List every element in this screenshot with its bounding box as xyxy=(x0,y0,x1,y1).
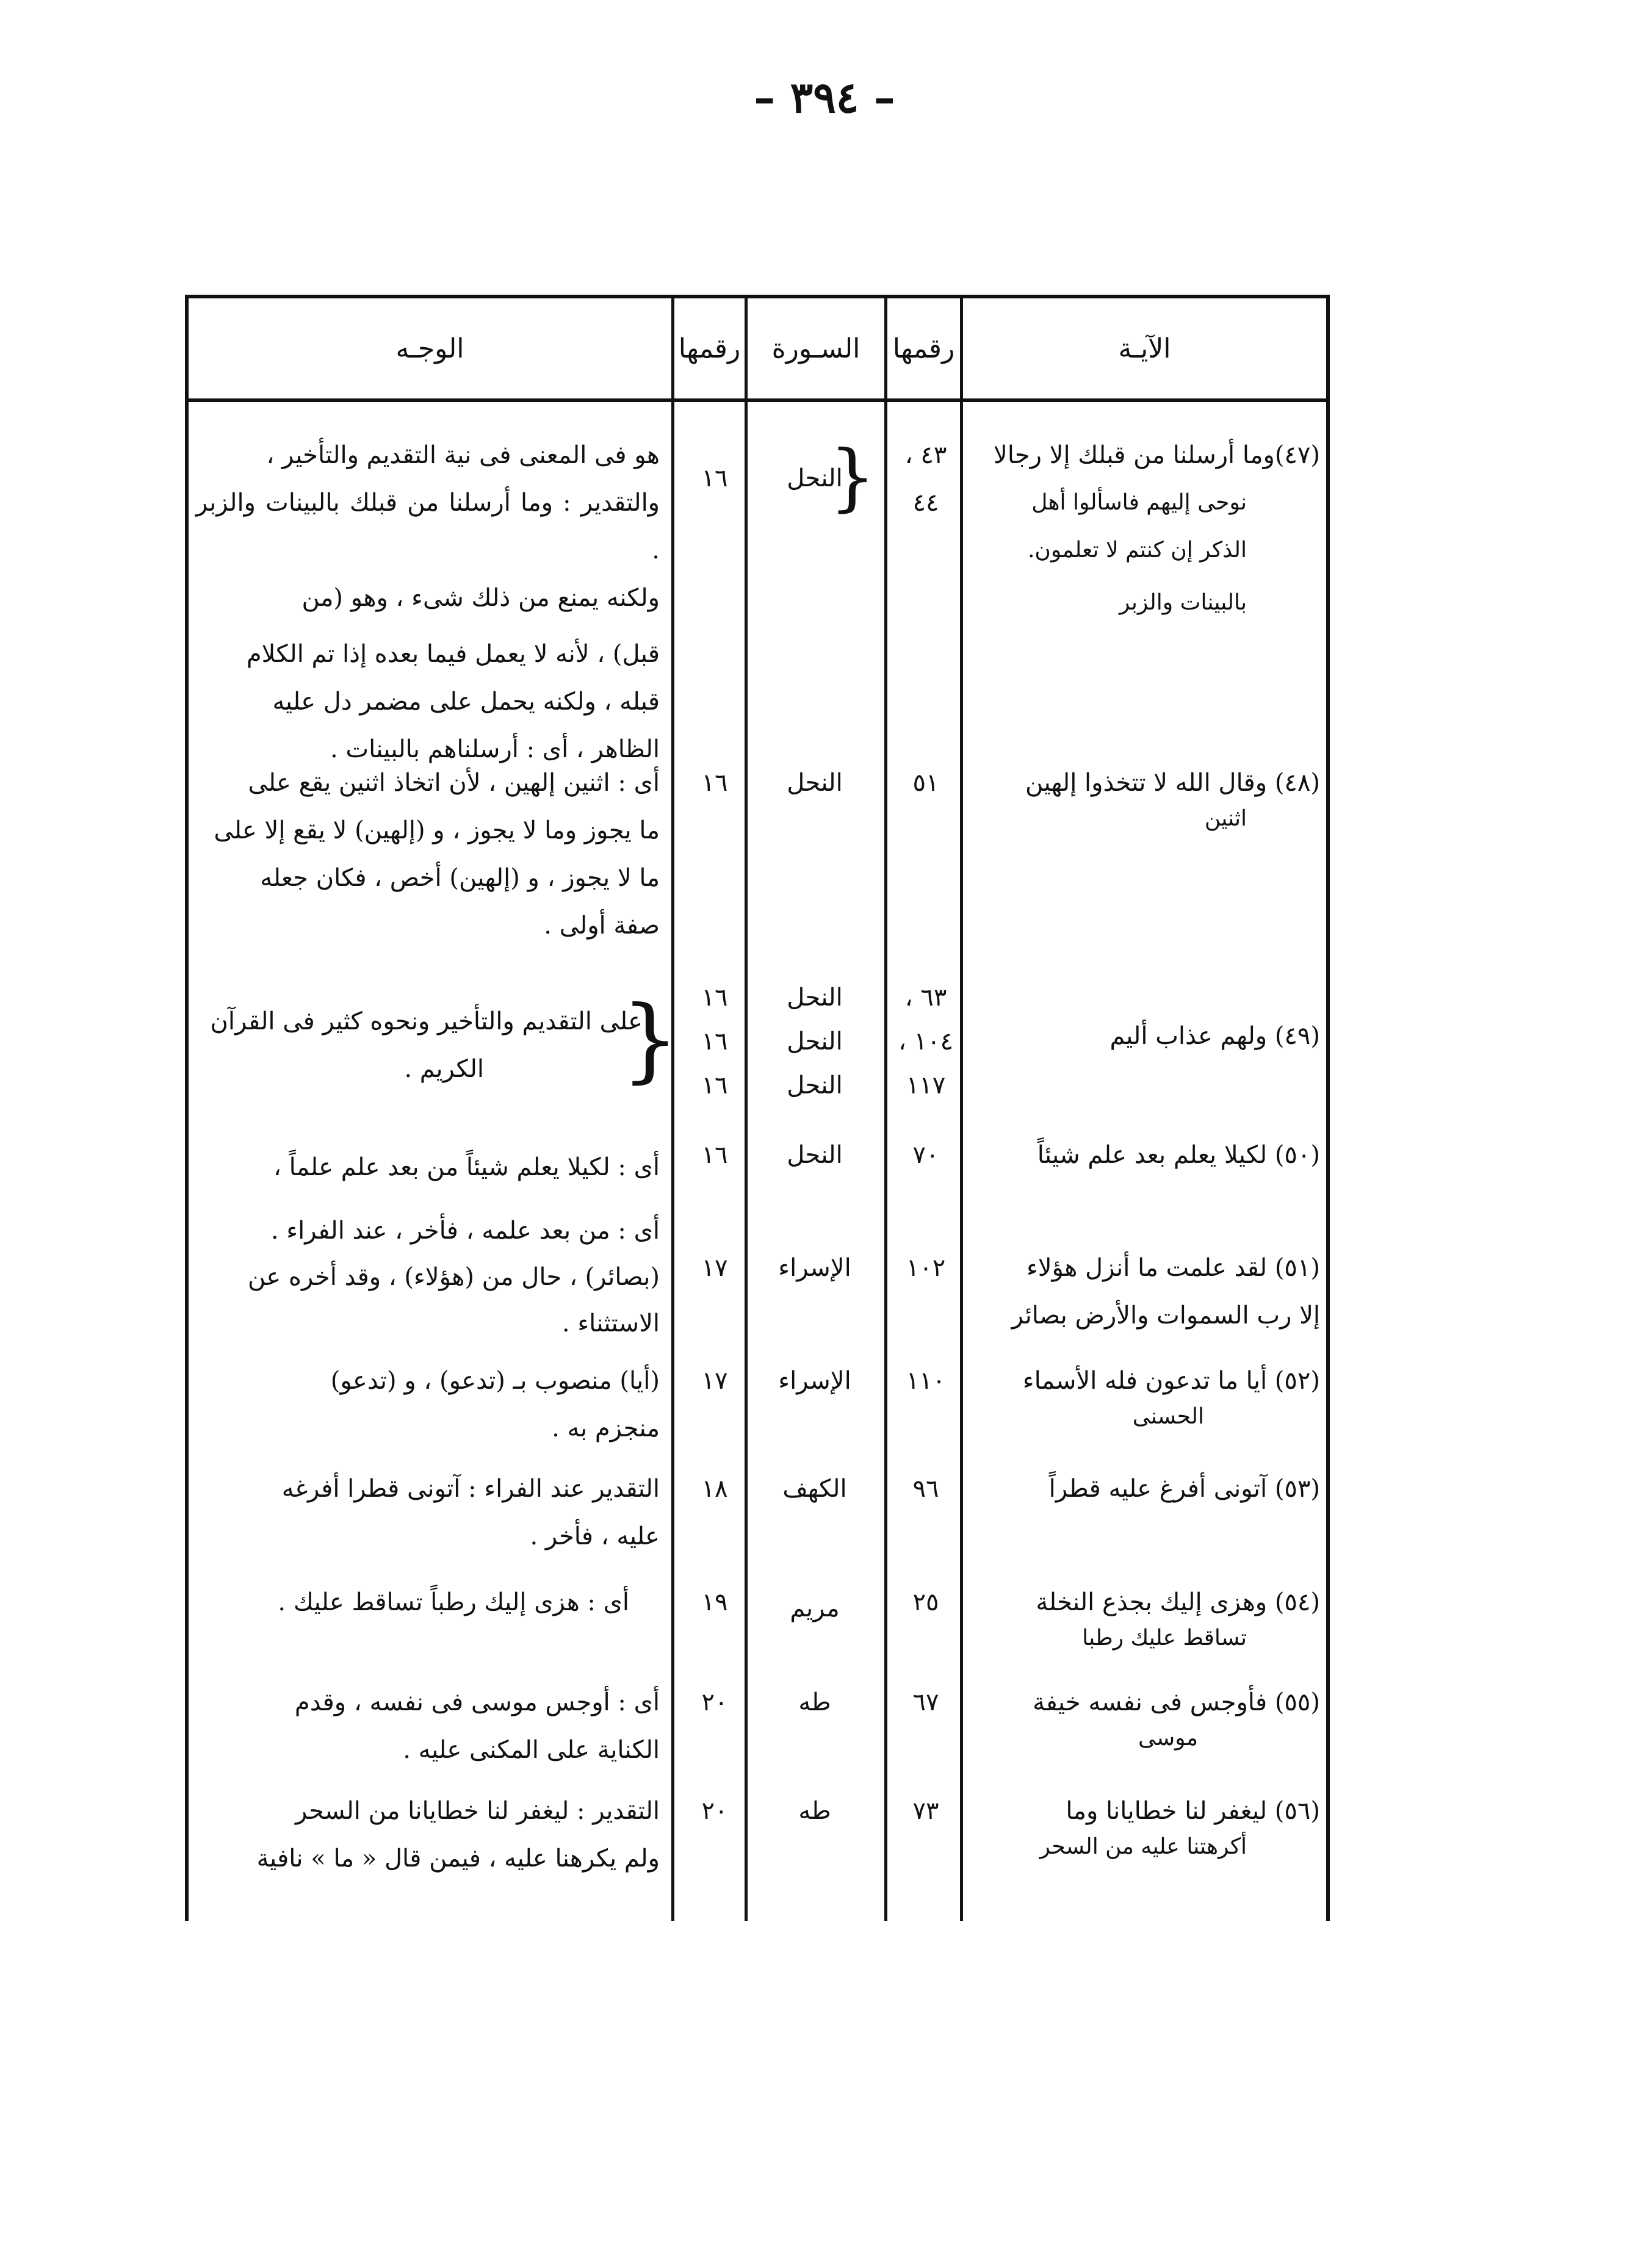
header-verse: الآيـة xyxy=(1118,333,1171,364)
column-divider xyxy=(671,298,674,1921)
sura-cell: النحل xyxy=(787,464,843,492)
page-number: – ٣٩٤ – xyxy=(754,72,895,123)
header-divider xyxy=(189,398,1326,402)
sura-cell: طه xyxy=(798,1688,831,1716)
note-cell: التقدير : ليغفر لنا خطايانا من السحر ولم يكرهنا عليه ، فيمن قال « ما » نافية xyxy=(256,1797,660,1873)
verse-number-cell: ٥١ xyxy=(912,769,939,797)
sura-number-cell: ١٨ xyxy=(701,1475,728,1503)
header-verse-number: رقمها xyxy=(892,333,955,364)
column-divider xyxy=(745,298,748,1921)
sura-cell: النحل النحل النحل xyxy=(787,984,843,1100)
verse-number-cell: ٦٣ ، ١٠٤ ، ١١٧ xyxy=(898,984,954,1100)
verse-cell: (٥٣) آتونى أفرغ عليه قطراً xyxy=(1048,1475,1320,1503)
sura-number-cell: ١٧ xyxy=(701,1254,728,1282)
verse-cell: (٥٦) ليغفر لنا خطايانا وما أكرهتنا عليه من السحر xyxy=(1039,1797,1320,1859)
note-cell: أى : لكيلا يعلم شيئاً من بعد علم علماً ، xyxy=(273,1153,660,1181)
verse-table xyxy=(185,295,1330,1921)
note-cell: على التقديم والتأخير ونحوه كثير فى القرآن الكريم . xyxy=(210,1007,643,1083)
verse-cell: (٥٤) وهزى إليك بجذع النخلة تساقط عليك رطبا xyxy=(1036,1588,1320,1651)
sura-number-cell: ١٧ xyxy=(701,1367,728,1395)
sura-cell: النحل xyxy=(787,769,843,797)
sura-cell: طه xyxy=(798,1797,831,1825)
verse-number-cell: ٤٣ ، ٤٤ xyxy=(904,441,947,517)
header-note: الوجـه xyxy=(395,333,464,364)
header-sura: السـورة xyxy=(771,333,861,364)
verse-cell: (٤٩) ولهم عذاب أليم xyxy=(1110,1022,1320,1050)
brace-mark: { xyxy=(621,987,679,1093)
verse-cell: (٥٢) أيا ما تدعون فله الأسماء الحسنى xyxy=(1022,1367,1320,1429)
note-cell: هو فى المعنى فى نية التقديم والتأخير ، والتقدير : وما أرسلنا من قبلك بالبينات والزبر . ولكنه يمنع من ذلك شىء ، وهو (من قبل) ، لأنه لا يعمل فيما بعده إذا تم الكلام قبله ، ولكنه يحمل على مضمر دل عليه الظاهر ، أى : أرسلناهم بالبينات . xyxy=(196,441,660,763)
sura-cell: الإسراء xyxy=(778,1367,851,1395)
verse-number-cell: ٩٦ xyxy=(912,1475,939,1503)
verse-number-cell: ٧٣ xyxy=(912,1797,939,1825)
sura-cell: الإسراء xyxy=(778,1254,851,1282)
verse-cell: (٤٨) وقال الله لا تتخذوا إلهين اثنين xyxy=(1025,769,1320,831)
note-cell: أى : أوجس موسى فى نفسه ، وقدم الكناية على المكنى عليه . xyxy=(294,1688,660,1764)
verse-number-cell: ١٠٢ xyxy=(906,1254,946,1282)
header-sura-number: رقمها xyxy=(678,333,741,364)
sura-number-cell: ١٦ xyxy=(701,464,728,492)
note-cell: أى : اثنين إلهين ، لأن اتخاذ اثنين يقع على ما يجوز وما لا يجوز ، و (إلهين) لا يقع إلا على ما لا يجوز ، و (إلهين) أخص ، فكان جعله صفة أولى . xyxy=(214,769,660,940)
sura-number-cell: ١٦ ١٦ ١٦ xyxy=(701,984,728,1100)
sura-cell: النحل xyxy=(787,1141,843,1169)
verse-cell: (٥٥) فأوجس فى نفسه خيفة موسى xyxy=(1033,1688,1320,1751)
verse-number-cell: ٢٥ xyxy=(912,1588,939,1616)
brace-mark: { xyxy=(829,435,876,520)
verse-cell: (٥٠) لكيلا يعلم بعد علم شيئاً xyxy=(1037,1141,1320,1169)
verse-number-cell: ١١٠ xyxy=(906,1367,946,1395)
note-cell: أى : هزى إليك رطباً تساقط عليك . xyxy=(278,1588,629,1616)
sura-cell: مريم xyxy=(790,1594,840,1622)
column-divider xyxy=(884,298,887,1921)
verse-cell: (٤٧)وما أرسلنا من قبلك إلا رجالا نوحى إليهم فاسألوا أهل الذكر إن كنتم لا تعلمون. بالبينات والزبر xyxy=(993,441,1320,615)
sura-number-cell: ١٩ xyxy=(701,1588,728,1616)
verse-cell: (٥١) لقد علمت ما أنزل هؤلاء إلا رب السموات والأرض بصائر xyxy=(1011,1254,1320,1330)
note-cell: التقدير عند الفراء : آتونى قطرا أفرغه عليه ، فأخر . xyxy=(281,1475,660,1550)
sura-number-cell: ٢٠ xyxy=(701,1797,728,1825)
verse-number-cell: ٦٧ xyxy=(912,1688,939,1716)
sura-cell: الكهف xyxy=(782,1475,847,1503)
sura-number-cell: ١٦ xyxy=(701,769,728,797)
verse-number-cell: ٧٠ xyxy=(912,1141,939,1169)
sura-number-cell: ٢٠ xyxy=(701,1688,728,1716)
note-cell: (أيا) منصوب بـ (تدعو) ، و (تدعو) منجزم به . xyxy=(330,1367,660,1442)
note-cell: أى : من بعد علمه ، فأخر ، عند الفراء . (بصائر) ، حال من (هؤلاء) ، وقد أخره عن الاستثناء . xyxy=(247,1217,660,1337)
column-divider xyxy=(960,298,963,1921)
sura-number-cell: ١٦ xyxy=(701,1141,728,1169)
